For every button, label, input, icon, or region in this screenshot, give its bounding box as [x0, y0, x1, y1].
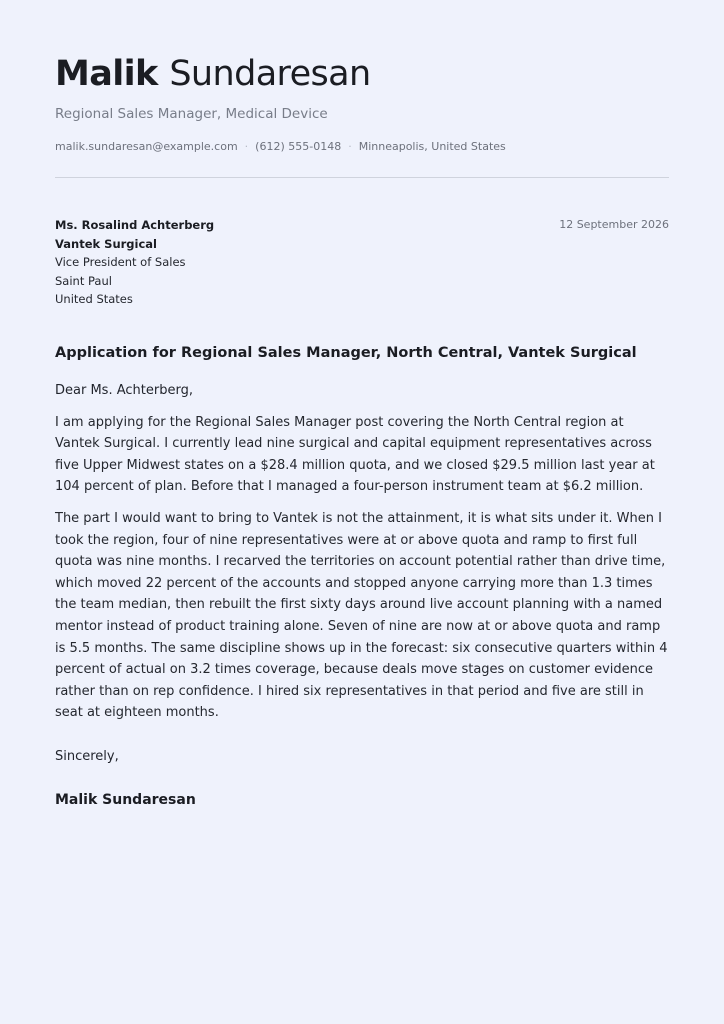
letter-closing: Sincerely,	[55, 748, 119, 764]
contact-phone[interactable]: (612) 555-0148	[255, 140, 342, 153]
contact-separator: ·	[348, 140, 352, 153]
letter-subject: Application for Regional Sales Manager, North Central, Vantek Surgical	[55, 345, 637, 361]
contact-line	[55, 140, 669, 154]
body-paragraph: The part I would want to bring to Vantek is not the attainment, it is what sits under it. When I took the region, four of nine representatives were at or above quota and ramp to first full quota was nine months. I recarved the territories on account potential rather than drive time, which moved 22 percent of the accounts and stopped anyone carrying more than 1.3 times the team median, then rebuilt the first sixty days around live account planning with a named mentor instead of product training alone. Seven of nine are now at or above quota and ramp is 5.5 months. The same discipline shows up in the forecast: six consecutive quarters within 4 percent of actual on 3.2 times coverage, because deals move stages on customer evidence rather than on rep confidence. I hired six representatives in that period and five are still in seat at eighteen months.	[55, 510, 668, 721]
contact-email[interactable]: malik.sundaresan@example.com	[55, 140, 238, 153]
address-block	[55, 216, 669, 312]
recipient-name: Ms. Rosalind Achterberg	[55, 218, 215, 232]
applicant-role: Regional Sales Manager, Medical Device	[55, 106, 328, 122]
recipient-title: Vice President of Sales	[55, 255, 186, 270]
letter-container	[55, 52, 669, 810]
recipient-country: United States	[55, 292, 133, 307]
applicant-first-name: Malik	[55, 54, 158, 94]
letter-signature: Malik Sundaresan	[55, 791, 196, 808]
body-paragraph: I am applying for the Regional Sales Manager post covering the North Central region at Vantek Surgical. I currently lead nine surgical and capital equipment representatives across five Upper Midwest states on a $28.4 million quota, and we closed $29.5 million last year at 104 percent of plan. Before that I managed a four-person instrument team at $6.2 million.	[55, 414, 655, 495]
contact-separator: ·	[244, 140, 249, 153]
header-divider	[55, 177, 669, 178]
contact-location: Minneapolis, United States	[358, 140, 506, 153]
letter-salutation: Dear Ms. Achterberg,	[55, 383, 193, 398]
applicant-name	[55, 52, 669, 96]
applicant-last-name: Sundaresan	[169, 54, 371, 94]
recipient-city: Saint Paul	[55, 273, 112, 288]
recipient-company: Vantek Surgical	[55, 236, 158, 251]
letter-date: 12 September 2026	[559, 218, 669, 231]
